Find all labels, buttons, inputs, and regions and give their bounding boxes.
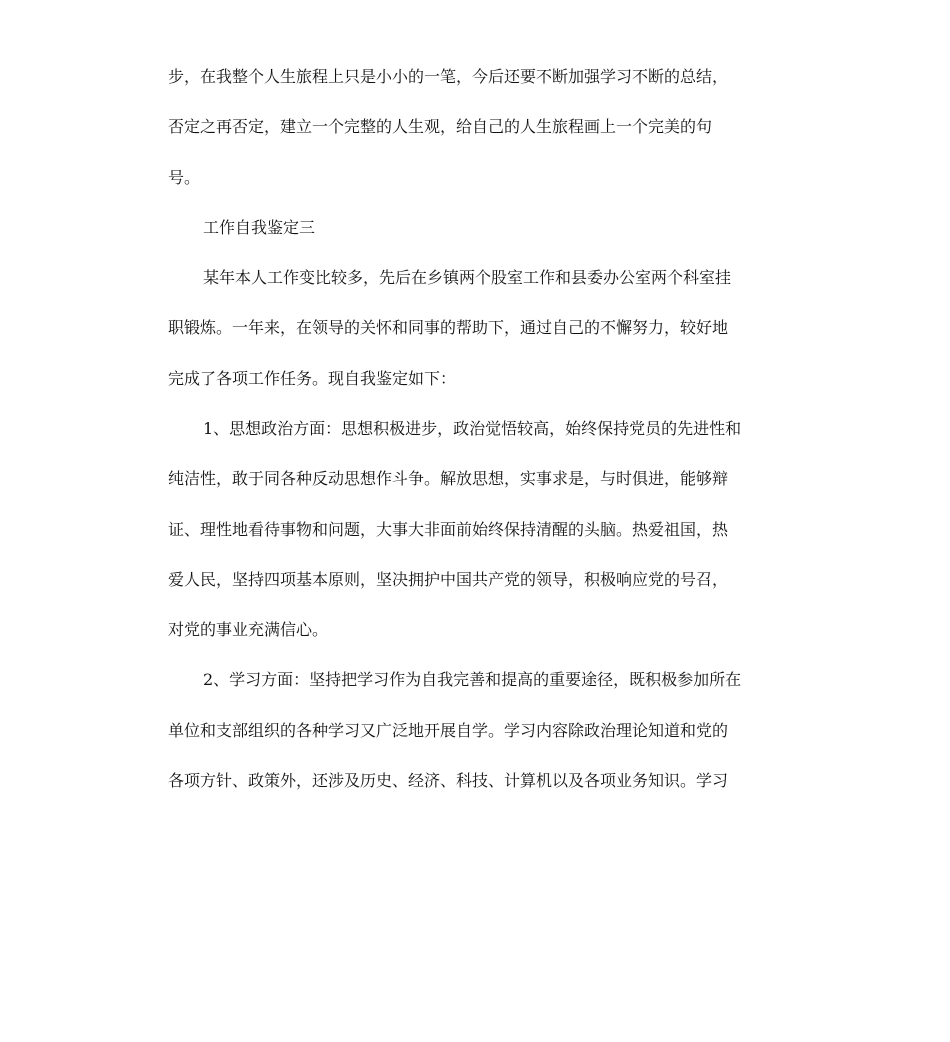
paragraph-line: 完成了各项工作任务。现自我鉴定如下：	[168, 369, 457, 388]
paragraph-line: 纯洁性，敢于同各种反动思想作斗争。解放思想，实事求是，与时俱进，能够辩	[168, 469, 729, 488]
paragraph-line: 证、理性地看待事物和问题，大事大非面前始终保持清醒的头脑。热爱祖国，热	[168, 520, 729, 539]
paragraph-line: 2、学习方面：坚持把学习作为自我完善和提高的重要途径，既积极参加所在	[203, 670, 742, 689]
paragraph-line: 各项方针、政策外，还涉及历史、经济、科技、计算机以及各项业务知识。学习	[168, 771, 729, 790]
paragraph-line: 号。	[168, 168, 201, 187]
paragraph-line: 某年本人工作变比较多，先后在乡镇两个股室工作和县委办公室两个科室挂	[203, 268, 732, 287]
paragraph-line: 1、思想政治方面：思想积极进步，政治觉悟较高，始终保持党员的先进性和	[203, 419, 742, 438]
paragraph-line: 单位和支部组织的各种学习又广泛地开展自学。学习内容除政治理论知道和党的	[168, 721, 729, 740]
paragraph-line: 步，在我整个人生旅程上只是小小的一笔，今后还要不断加强学习不断的总结，	[168, 67, 729, 86]
paragraph-line: 职锻炼。一年来，在领导的关怀和同事的帮助下，通过自己的不懈努力，较好地	[168, 318, 729, 337]
paragraph-line: 否定之再否定，建立一个完整的人生观，给自己的人生旅程画上一个完美的句	[168, 117, 713, 136]
section-heading: 工作自我鉴定三	[203, 218, 316, 237]
paragraph-line: 对党的事业充满信心。	[168, 620, 329, 639]
paragraph-line: 爱人民，坚持四项基本原则，坚决拥护中国共产党的领导，积极响应党的号召，	[168, 570, 729, 589]
